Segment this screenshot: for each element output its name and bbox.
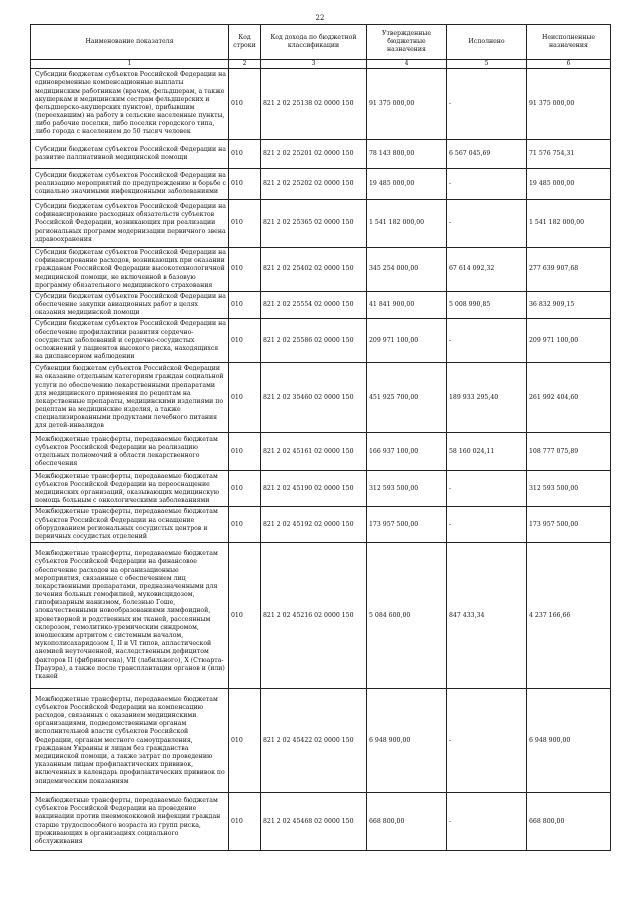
budget-code-cell: 821 2 02 45216 02 0000 150 (261, 543, 367, 689)
executed-amount-cell: 67 614 092,32 (447, 247, 527, 291)
indicator-name-cell: Субсидии бюджетам субъектов Российской Федерации на обеспечение профилактики развития сердечно-сосудистых заболеваний и сердечно-сосудистых осложнений у пациентов высокого риска, находящихся на диспансерном наблюдении (31, 319, 229, 363)
budget-code-cell: 821 2 02 45161 02 0000 150 (261, 433, 367, 471)
executed-amount-cell: 189 933 295,40 (447, 363, 527, 433)
executed-amount-cell: - (447, 793, 527, 851)
column-index: 5 (447, 60, 527, 69)
budget-code-cell: 821 2 02 45192 02 0000 150 (261, 507, 367, 543)
line-code-cell: 010 (229, 543, 261, 689)
column-index: 1 (31, 60, 229, 69)
header-approved: Утвержденные бюджетные назначения (367, 25, 447, 60)
unexecuted-amount-cell: 277 639 907,68 (527, 247, 611, 291)
table-row (31, 543, 611, 689)
column-index: 6 (527, 60, 611, 69)
budget-code-cell: 821 2 02 25138 02 0000 150 (261, 68, 367, 139)
unexecuted-amount-cell: 261 992 404,60 (527, 363, 611, 433)
approved-amount-cell: 6 948 900,00 (367, 689, 447, 793)
executed-amount-cell: - (447, 319, 527, 363)
budget-code-cell: 821 2 02 45190 02 0000 150 (261, 471, 367, 507)
budget-code-cell: 821 2 02 25201 02 0000 150 (261, 139, 367, 168)
unexecuted-amount-cell: 668 800,00 (527, 793, 611, 851)
indicator-name-cell: Межбюджетные трансферты, передаваемые бюджетам субъектов Российской Федерации на оснащение оборудованием региональных сосудистых центров и первичных сосудистых отделений (31, 507, 229, 543)
page-number: 22 (315, 14, 325, 22)
indicator-name-cell: Межбюджетные трансферты, передаваемые бюджетам субъектов Российской Федерации на компенсацию расходов, связанных с оказанием медицинскими организациями, подведомственными органам исполнительной власти субъектов Российской Федерации, органам местного самоуправления, гражданам Украины и лицам без гражданства медицинской помощи, а также затрат по проведению указанным лицам профилактических прививок, включенных в календарь профилактических прививок по эпидемическим показаниям (31, 689, 229, 793)
line-code-cell: 010 (229, 139, 261, 168)
header-unexecuted: Неисполненные назначения (527, 25, 611, 60)
approved-amount-cell: 5 084 600,00 (367, 543, 447, 689)
line-code-cell: 010 (229, 199, 261, 247)
executed-amount-cell: - (447, 168, 527, 199)
executed-amount-cell: - (447, 68, 527, 139)
table-row (31, 471, 611, 507)
table-row (31, 291, 611, 319)
executed-amount-cell: 6 567 045,69 (447, 139, 527, 168)
line-code-cell: 010 (229, 168, 261, 199)
table-row (31, 793, 611, 851)
line-code-cell: 010 (229, 471, 261, 507)
budget-code-cell: 821 2 02 25586 02 0000 150 (261, 319, 367, 363)
budget-code-cell: 821 2 02 25365 02 0000 150 (261, 199, 367, 247)
executed-amount-cell: 5 008 990,85 (447, 291, 527, 319)
approved-amount-cell: 173 957 500,00 (367, 507, 447, 543)
approved-amount-cell: 78 143 800,00 (367, 139, 447, 168)
indicator-name-cell: Субсидии бюджетам субъектов Российской Федерации на софинансирование расходов, возникающих при оказании гражданам Российской Федерации высокотехнологичной медицинской помощи, не включенной в базовую программу обязательного медицинского страхования (31, 247, 229, 291)
line-code-cell: 010 (229, 291, 261, 319)
unexecuted-amount-cell: 1 541 182 000,00 (527, 199, 611, 247)
column-index: 4 (367, 60, 447, 69)
approved-amount-cell: 451 925 700,00 (367, 363, 447, 433)
income-report-table (30, 24, 611, 851)
table-row (31, 199, 611, 247)
indicator-name-cell: Субсидии бюджетам субъектов Российской Федерации на реализацию мероприятий по предупреждению и борьбе с социально значимыми инфекционными заболеваниями (31, 168, 229, 199)
indicator-name-cell: Межбюджетные трансферты, передаваемые бюджетам субъектов Российской Федерации на финансовое обеспечение расходов на организационные мероприятия, связанные с обеспечением лиц лекарственными препаратами, предназначенными для лечения больных гемофилией, муковисцидозом, гипофизарным нанизмом, болезнью Гоше, злокачественными новообразованиями лимфоидной, кроветворной и родственных им тканей, рассеянным склерозом, гемолитико-уремическим синдромом, юношеским артритом с системным началом, мукополисахаридозом I, II и VI типов, апластической анемией неуточненной, наследственным дефицитом факторов II (фибриногена), VII (лабильного), X (Стюарта-Прауэра), а также после трансплантации органов и (или) тканей (31, 543, 229, 689)
budget-code-cell: 821 2 02 25202 02 0000 150 (261, 168, 367, 199)
table-row (31, 689, 611, 793)
executed-amount-cell: 58 160 024,11 (447, 433, 527, 471)
column-index: 3 (261, 60, 367, 69)
line-code-cell: 010 (229, 68, 261, 139)
table-row (31, 363, 611, 433)
budget-code-cell: 821 2 02 25554 02 0000 150 (261, 291, 367, 319)
line-code-cell: 010 (229, 793, 261, 851)
approved-amount-cell: 91 375 000,00 (367, 68, 447, 139)
column-index-row (31, 60, 611, 69)
unexecuted-amount-cell: 108 777 075,89 (527, 433, 611, 471)
budget-code-cell: 821 2 02 45468 02 0000 150 (261, 793, 367, 851)
executed-amount-cell: 847 433,34 (447, 543, 527, 689)
budget-code-cell: 821 2 02 25402 02 0000 150 (261, 247, 367, 291)
indicator-name-cell: Межбюджетные трансферты, передаваемые бюджетам субъектов Российской Федерации на проведение вакцинации против пневмококковой инфекции граждан старше трудоспособного возраста из групп риска, проживающих в организациях социального обслуживания (31, 793, 229, 851)
line-code-cell: 010 (229, 247, 261, 291)
table-row (31, 68, 611, 139)
approved-amount-cell: 41 841 900,00 (367, 291, 447, 319)
header-line-code: Код строки (229, 25, 261, 60)
line-code-cell: 010 (229, 689, 261, 793)
executed-amount-cell: - (447, 471, 527, 507)
line-code-cell: 010 (229, 433, 261, 471)
table-row (31, 247, 611, 291)
approved-amount-cell: 1 541 182 000,00 (367, 199, 447, 247)
unexecuted-amount-cell: 91 375 000,00 (527, 68, 611, 139)
executed-amount-cell: - (447, 199, 527, 247)
budget-code-cell: 821 2 02 45422 02 0000 150 (261, 689, 367, 793)
table-row (31, 507, 611, 543)
indicator-name-cell: Субсидии бюджетам субъектов Российской Федерации на единовременные компенсационные выплаты медицинским работникам (врачам, фельдшерам, а также акушеркам и медицинским сестрам фельдшерских и фельдшерско-акушерских пунктов), прибывшим (переехавшим) на работу в сельские населенные пункты, либо рабочие поселки, либо поселки городского типа, либо города с населением до 50 тысяч человек (31, 68, 229, 139)
indicator-name-cell: Субсидии бюджетам субъектов Российской Федерации на развитие паллиативной медицинской помощи (31, 139, 229, 168)
approved-amount-cell: 668 800,00 (367, 793, 447, 851)
indicator-name-cell: Субсидии бюджетам субъектов Российской Федерации на софинансирование расходных обязательств субъектов Российской Федерации, возникающих при реализации региональных программ модернизации первичного звена здравоохранения (31, 199, 229, 247)
table-row (31, 139, 611, 168)
unexecuted-amount-cell: 6 948 900,00 (527, 689, 611, 793)
approved-amount-cell: 209 971 100,00 (367, 319, 447, 363)
table-row (31, 433, 611, 471)
header-executed: Исполнено (447, 25, 527, 60)
column-index: 2 (229, 60, 261, 69)
line-code-cell: 010 (229, 363, 261, 433)
budget-code-cell: 821 2 02 35460 02 0000 150 (261, 363, 367, 433)
unexecuted-amount-cell: 173 957 500,00 (527, 507, 611, 543)
executed-amount-cell: - (447, 507, 527, 543)
indicator-name-cell: Субвенции бюджетам субъектов Российской Федерации на оказание отдельным категориям граждан социальной услуги по обеспечению лекарственными препаратами для медицинского применения по рецептам на лекарственные препараты, медицинскими изделиями по рецептам на медицинские изделия, а также специализированными продуктами лечебного питания для детей-инвалидов (31, 363, 229, 433)
table-row (31, 319, 611, 363)
approved-amount-cell: 166 937 100,00 (367, 433, 447, 471)
header-budget-code: Код дохода по бюджетной классификации (261, 25, 367, 60)
unexecuted-amount-cell: 71 576 754,31 (527, 139, 611, 168)
unexecuted-amount-cell: 209 971 100,00 (527, 319, 611, 363)
line-code-cell: 010 (229, 319, 261, 363)
table-header-row (31, 25, 611, 60)
approved-amount-cell: 19 485 000,00 (367, 168, 447, 199)
approved-amount-cell: 345 254 000,00 (367, 247, 447, 291)
indicator-name-cell: Межбюджетные трансферты, передаваемые бюджетам субъектов Российской Федерации на реализацию отдельных полномочий в области лекарственного обеспечения (31, 433, 229, 471)
indicator-name-cell: Субсидии бюджетам субъектов Российской Федерации на обеспечение закупки авиационных работ в целях оказания медицинской помощи (31, 291, 229, 319)
header-indicator-name: Наименование показателя (31, 25, 229, 60)
unexecuted-amount-cell: 36 832 909,15 (527, 291, 611, 319)
unexecuted-amount-cell: 312 593 500,00 (527, 471, 611, 507)
table-body (31, 68, 611, 850)
indicator-name-cell: Межбюджетные трансферты, передаваемые бюджетам субъектов Российской Федерации на переоснащение медицинских организаций, оказывающих медицинскую помощь больным с онкологическими заболеваниями (31, 471, 229, 507)
line-code-cell: 010 (229, 507, 261, 543)
unexecuted-amount-cell: 19 485 000,00 (527, 168, 611, 199)
approved-amount-cell: 312 593 500,00 (367, 471, 447, 507)
table-row (31, 168, 611, 199)
executed-amount-cell: - (447, 689, 527, 793)
unexecuted-amount-cell: 4 237 166,66 (527, 543, 611, 689)
